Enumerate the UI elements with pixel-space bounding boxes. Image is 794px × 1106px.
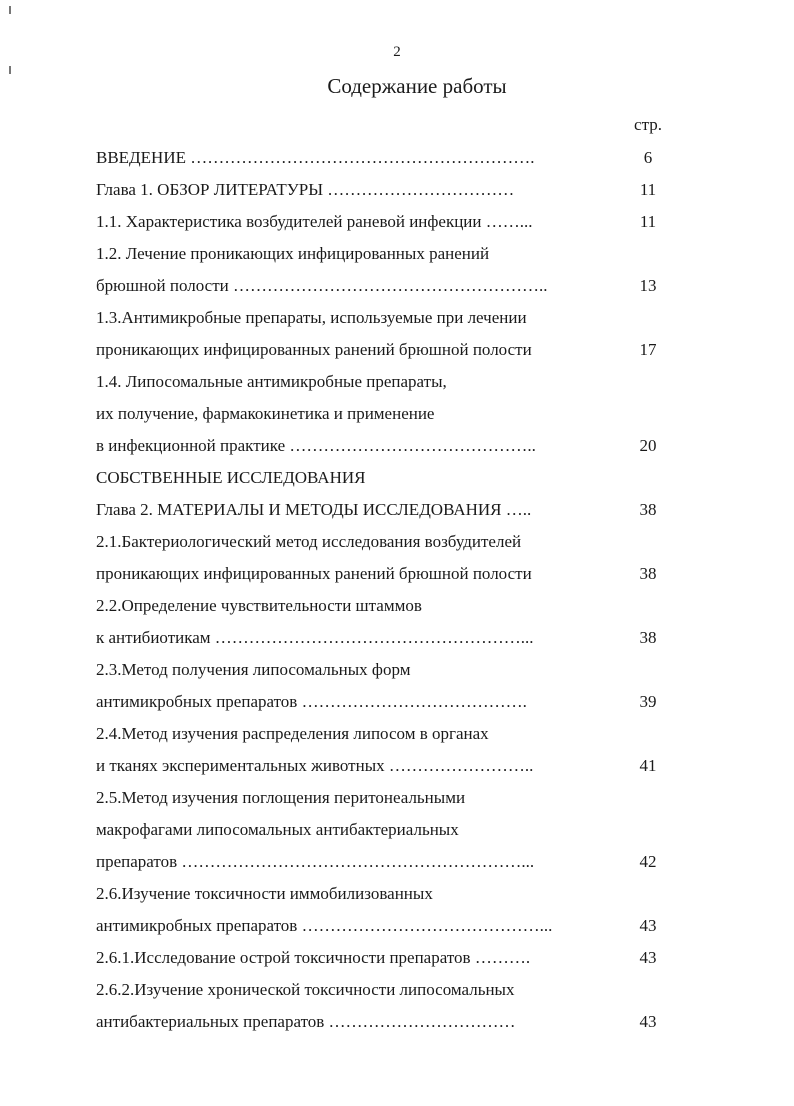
toc-entry-text: 2.3.Метод получения липосомальных форм <box>96 660 411 679</box>
toc-entry-text: 1.4. Липосомальные антимикробные препараты, <box>96 372 447 391</box>
scan-artifact-mark <box>9 6 11 14</box>
toc-entry <box>96 974 676 1006</box>
toc-entry-text: 2.2.Определение чувствительности штаммов <box>96 596 422 615</box>
toc-entry <box>96 270 676 302</box>
toc-entry <box>96 718 676 750</box>
toc-entry-text: СОБСТВЕННЫЕ ИССЛЕДОВАНИЯ <box>96 468 366 487</box>
toc-entry <box>96 494 676 526</box>
toc-entry-page: 20 <box>639 436 657 455</box>
toc-entry-text: 2.1.Бактериологический метод исследования возбудителей <box>96 532 522 551</box>
page-number: 2 <box>393 44 401 60</box>
toc-entry-text: ВВЕДЕНИЕ ……………………………………………………. <box>96 148 535 167</box>
toc-entry <box>96 1006 676 1038</box>
toc-entry <box>96 206 676 238</box>
toc-entry-page: 43 <box>639 1012 657 1031</box>
toc-entry-text: брюшной полости ……………………………………………….. <box>96 276 548 295</box>
toc-entry <box>96 654 676 686</box>
toc-entry-text: в инфекционной практике …………………………………….. <box>96 436 536 455</box>
toc-entry <box>96 814 676 846</box>
toc-entry-page: 41 <box>639 756 657 775</box>
toc-entry <box>96 782 676 814</box>
toc-entry <box>96 910 676 942</box>
toc-entry <box>96 334 676 366</box>
toc-entry-text: и тканях экспериментальных животных …………………….. <box>96 756 534 775</box>
toc-entry-text: 1.2. Лечение проникающих инфицированных ранений <box>96 244 490 263</box>
toc-entry <box>96 622 676 654</box>
toc-entry-text: их получение, фармакокинетика и применение <box>96 404 435 423</box>
toc-entry-text: 1.3.Антимикробные препараты, используемые при лечении <box>96 308 527 327</box>
page-column-header: стр. <box>634 115 662 134</box>
toc-entry-page: 11 <box>639 212 657 231</box>
toc-entry <box>96 142 676 174</box>
toc-entry-text: препаратов ……………………………………………………... <box>96 852 535 871</box>
toc-entry-page: 11 <box>639 180 657 199</box>
toc-entry-text: антибактериальных препаратов …………………………… <box>96 1012 516 1031</box>
toc-entry-text: 1.1. Характеристика возбудителей раневой инфекции ……... <box>96 212 533 231</box>
toc-entry <box>96 430 676 462</box>
table-of-contents <box>96 142 676 1038</box>
toc-entry-text: 2.5.Метод изучения поглощения перитонеальными <box>96 788 466 807</box>
toc-entry-page: 43 <box>639 916 657 935</box>
toc-entry-text: к антибиотикам ………………………………………………... <box>96 628 534 647</box>
toc-entry-page: 42 <box>639 852 657 871</box>
toc-entry <box>96 878 676 910</box>
toc-entry-page: 13 <box>639 276 657 295</box>
toc-entry <box>96 398 676 430</box>
toc-entry-page: 39 <box>639 692 657 711</box>
scan-artifact-mark <box>9 66 11 74</box>
page-title: Содержание работы <box>327 74 507 98</box>
toc-entry-text: Глава 2. МАТЕРИАЛЫ И МЕТОДЫ ИССЛЕДОВАНИЯ ….. <box>96 500 532 519</box>
toc-entry-text: макрофагами липосомальных антибактериальных <box>96 820 459 839</box>
toc-entry <box>96 750 676 782</box>
toc-entry-page: 38 <box>639 500 657 519</box>
toc-entry <box>96 686 676 718</box>
toc-entry <box>96 366 676 398</box>
toc-entry <box>96 238 676 270</box>
toc-entry-text: проникающих инфицированных ранений брюшной полости <box>96 564 532 583</box>
toc-entry <box>96 558 676 590</box>
toc-entry <box>96 590 676 622</box>
toc-entry <box>96 302 676 334</box>
toc-entry-text: Глава 1. ОБЗОР ЛИТЕРАТУРЫ …………………………… <box>96 180 515 199</box>
toc-entry-page: 6 <box>643 148 653 167</box>
toc-entry-page: 38 <box>639 564 657 583</box>
toc-entry-text: антимикробных препаратов ……………………………………... <box>96 916 553 935</box>
toc-entry-page: 38 <box>639 628 657 647</box>
toc-entry-page: 17 <box>639 340 657 359</box>
toc-entry-text: 2.4.Метод изучения распределения липосом в органах <box>96 724 489 743</box>
toc-entry <box>96 462 676 494</box>
toc-entry-page: 43 <box>639 948 657 967</box>
toc-entry-text: 2.6.2.Изучение хронической токсичности липосомальных <box>96 980 515 999</box>
toc-entry-text: проникающих инфицированных ранений брюшной полости <box>96 340 532 359</box>
toc-entry <box>96 942 676 974</box>
toc-entry <box>96 526 676 558</box>
toc-entry <box>96 846 676 878</box>
toc-entry-text: 2.6.Изучение токсичности иммобилизованных <box>96 884 433 903</box>
toc-entry-text: антимикробных препаратов …………………………………. <box>96 692 527 711</box>
toc-entry-text: 2.6.1.Исследование острой токсичности препаратов ………. <box>96 948 531 967</box>
toc-entry <box>96 174 676 206</box>
